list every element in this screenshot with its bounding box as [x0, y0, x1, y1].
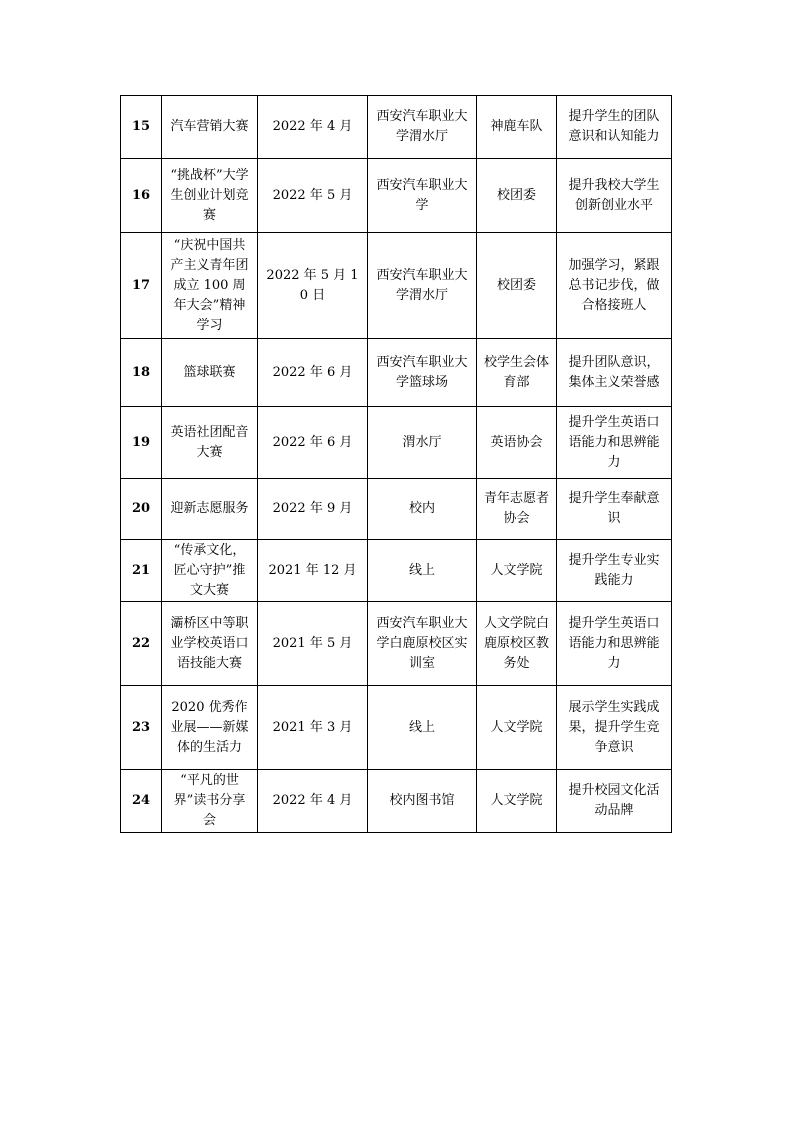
activity-venue: 校内 [368, 479, 477, 540]
activity-date: 2022 年 4 月 [258, 96, 368, 159]
activity-organizer: 人文学院 [477, 770, 557, 833]
table-row [121, 602, 672, 686]
activity-date: 2022 年 6 月 [258, 407, 368, 479]
activity-goal: 展示学生实践成果，提升学生竞争意识 [557, 686, 672, 770]
table-row [121, 479, 672, 540]
activity-venue: 西安汽车职业大学篮球场 [368, 339, 477, 407]
activity-organizer: 校团委 [477, 159, 557, 233]
table-row [121, 407, 672, 479]
activity-organizer: 校学生会体育部 [477, 339, 557, 407]
activity-organizer: 人文学院白鹿原校区教务处 [477, 602, 557, 686]
activity-venue: 西安汽车职业大学渭水厅 [368, 96, 477, 159]
activity-date: 2021 年 3 月 [258, 686, 368, 770]
activity-goal: 提升学生的团队意识和认知能力 [557, 96, 672, 159]
activity-goal: 提升团队意识，集体主义荣誉感 [557, 339, 672, 407]
row-number: 19 [121, 407, 162, 479]
row-number: 21 [121, 540, 162, 602]
row-number: 22 [121, 602, 162, 686]
row-number: 15 [121, 96, 162, 159]
row-number: 17 [121, 233, 162, 339]
activity-name: “庆祝中国共产主义青年团成立 100 周年大会”精神学习 [162, 233, 258, 339]
activity-name: 汽车营销大赛 [162, 96, 258, 159]
activity-venue: 线上 [368, 686, 477, 770]
activity-date: 2022 年 5 月 [258, 159, 368, 233]
table-row [121, 159, 672, 233]
activity-goal: 提升学生英语口语能力和思辨能力 [557, 602, 672, 686]
table-row [121, 686, 672, 770]
activity-date: 2022 年 4 月 [258, 770, 368, 833]
activity-table [120, 95, 672, 833]
activity-venue: 西安汽车职业大学渭水厅 [368, 233, 477, 339]
activity-venue: 校内图书馆 [368, 770, 477, 833]
activity-organizer: 人文学院 [477, 540, 557, 602]
activity-organizer: 校团委 [477, 233, 557, 339]
activity-name: 篮球联赛 [162, 339, 258, 407]
table-row [121, 96, 672, 159]
activity-name: 灞桥区中等职业学校英语口语技能大赛 [162, 602, 258, 686]
row-number: 20 [121, 479, 162, 540]
table-row [121, 540, 672, 602]
activity-venue: 西安汽车职业大学 [368, 159, 477, 233]
activity-date: 2021 年 12 月 [258, 540, 368, 602]
activity-name: “传承文化，匠心守护”推文大赛 [162, 540, 258, 602]
row-number: 24 [121, 770, 162, 833]
activity-venue: 渭水厅 [368, 407, 477, 479]
row-number: 16 [121, 159, 162, 233]
activity-venue: 线上 [368, 540, 477, 602]
activity-goal: 加强学习，紧跟总书记步伐，做合格接班人 [557, 233, 672, 339]
activity-goal: 提升我校大学生创新创业水平 [557, 159, 672, 233]
table-row [121, 233, 672, 339]
activity-goal: 提升学生奉献意识 [557, 479, 672, 540]
row-number: 23 [121, 686, 162, 770]
table-row [121, 339, 672, 407]
activity-name: “平凡的世界”读书分享会 [162, 770, 258, 833]
activity-organizer: 青年志愿者协会 [477, 479, 557, 540]
activity-name: 2020 优秀作业展——新媒体的生活力 [162, 686, 258, 770]
activity-goal: 提升学生英语口语能力和思辨能力 [557, 407, 672, 479]
activity-name: 迎新志愿服务 [162, 479, 258, 540]
activity-date: 2022 年 5 月 10 日 [258, 233, 368, 339]
activity-name: 英语社团配音大赛 [162, 407, 258, 479]
activity-organizer: 神鹿车队 [477, 96, 557, 159]
activity-goal: 提升学生专业实践能力 [557, 540, 672, 602]
activity-goal: 提升校园文化活动品牌 [557, 770, 672, 833]
table-row [121, 770, 672, 833]
activity-date: 2021 年 5 月 [258, 602, 368, 686]
activity-venue: 西安汽车职业大学白鹿原校区实训室 [368, 602, 477, 686]
activity-date: 2022 年 9 月 [258, 479, 368, 540]
activity-organizer: 英语协会 [477, 407, 557, 479]
activity-organizer: 人文学院 [477, 686, 557, 770]
activity-name: “挑战杯”大学生创业计划竞赛 [162, 159, 258, 233]
activity-date: 2022 年 6 月 [258, 339, 368, 407]
row-number: 18 [121, 339, 162, 407]
